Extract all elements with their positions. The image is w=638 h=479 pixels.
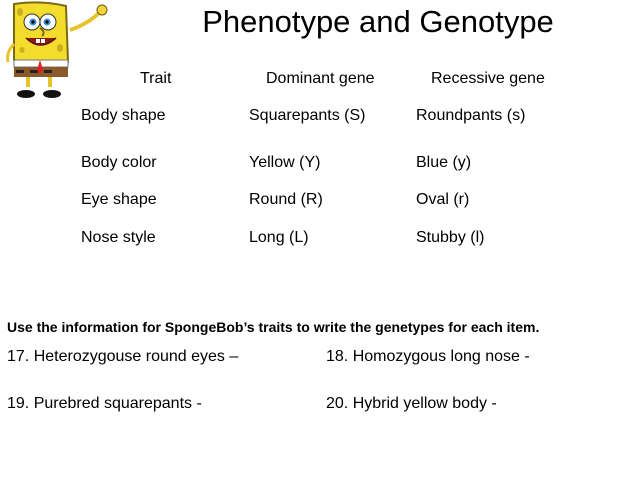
trait-cell: Body shape <box>81 107 166 124</box>
question-17: 17. Heterozygouse round eyes – <box>7 348 239 365</box>
header-recessive-gene: Recessive gene <box>431 70 545 87</box>
question-20: 20. Hybrid yellow body - <box>326 395 497 412</box>
recessive-cell: Oval (r) <box>416 191 470 208</box>
recessive-cell: Blue (y) <box>416 154 472 171</box>
question-18: 18. Homozygous long nose - <box>326 348 530 365</box>
trait-cell: Nose style <box>81 229 156 246</box>
trait-cell: Body color <box>81 154 157 171</box>
recessive-cell: Roundpants (s) <box>416 107 526 124</box>
dominant-cell: Yellow (Y) <box>249 154 321 171</box>
header-trait: Trait <box>140 70 172 87</box>
dominant-cell: Squarepants (S) <box>249 107 366 124</box>
instructions: Use the information for SpongeBob’s traits to write the genetypes for each item. <box>7 319 540 335</box>
question-19: 19. Purebred squarepants - <box>7 395 202 412</box>
trait-cell: Eye shape <box>81 191 157 208</box>
header-dominant-gene: Dominant gene <box>266 70 375 87</box>
dominant-cell: Long (L) <box>249 229 309 246</box>
dominant-cell: Round (R) <box>249 191 323 208</box>
recessive-cell: Stubby (l) <box>416 229 485 246</box>
page-title: Phenotype and Genotype <box>202 4 554 39</box>
